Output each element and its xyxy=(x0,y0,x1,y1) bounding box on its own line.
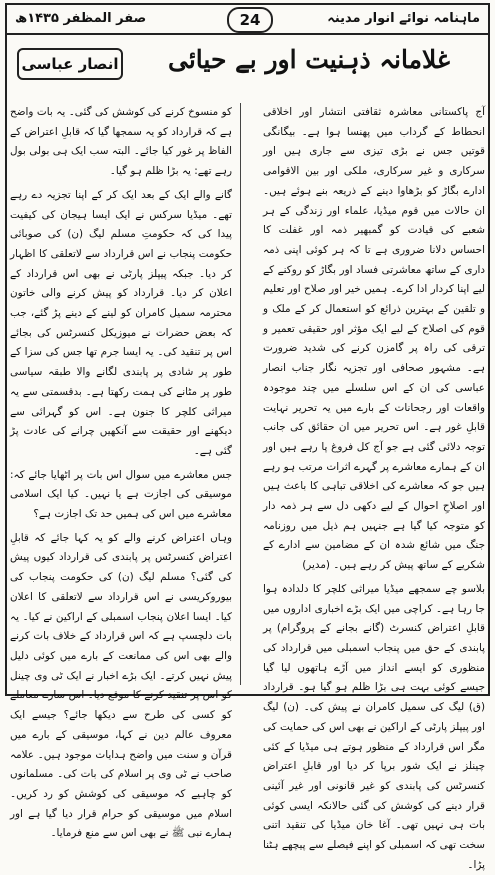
page-number: 24 xyxy=(227,7,273,33)
body-paragraph: جس معاشرے میں سوال اس بات پر اٹھایا جائے کہ: موسیقی کی اجازت ہے یا نہیں۔ کیا ایک اسلامی معاشرے میں اس کی ہمیں حد تک اجازت ہے؟ xyxy=(10,468,232,521)
intro-paragraph: آج پاکستانی معاشرہ ثقافتی انتشار اور اخلاقی انحطاط کے گرداب میں پھنسا ہوا ہے۔ بیگانگی قوتیں جس نے بڑی تیزی سے جاری ہیں اور سرکاری و غیر سرکاری، ملکی اور بین الاقوامی ادارے بگاڑ کو بڑھاوا دینے کے ذریعہ بنے ہوئے ہیں۔ ان حالات میں قوم میڈیا، علماء اور زندگی کے ہر شعبے کی قیادت کو گمبھیر ذمہ اور غفلت کا احساس دلانا ضروری ہے تا کہ ہر کوئی اپنی ذمہ داری کے ساتھ معاشرتی فساد اور بگاڑ کو روکنے کے لیے اپنا کردار ادا کرے۔ ہمیں خیر اور صلاح اور تعلیم و تلقین کے بہترین ذرائع کو استعمال کر کے ملک و قوم کی اصلاح کے لیے ایک مؤثر اور حقیقی تعمیر و ترقی کی راہ پر گامزن کرنے کی شدید ضرورت ہے۔ مشہور صحافی اور تجزیہ نگار جناب انصار عباسی کی ان کے اس سلسلے میں چند موجودہ واقعات اور رجحانات کے بارے میں یہ تحریر نہایت قابلِ غور ہے۔ اس تحریر میں ان حقائق کی جانب توجہ دلائی گئی ہے جو آج کل فروغ پا رہے ہیں اور ان کے ہمارے معاشرے پر گہرے اثرات مرتب ہو رہے ہیں جو کہ معاشرے کی اخلاقی تباہی کا باعث ہیں اور اصلاحِ احوال کے لیے دکھی دل سے ہر ذمہ دار کو متوجہ کیا گیا ہے جنہیں ہم ذیل میں روزنامہ جنگ میں شائع شدہ ان کے مضامین سے ادارے کے شکریے کے ساتھ پیش کر رہے ہیں۔ (مدیر) xyxy=(263,106,485,572)
body-paragraph: وہاں اعتراض کرنے والے کو یہ کہا جائے کہ قابلِ اعتراض کنسرٹس پر پابندی کی قرارداد کیوں پیش کی گئی؟ مسلم لیگ (ن) کی حکومت پنجاب کی بیوروکریسی نے اس قرارداد سے لاتعلقی کا اعلان کیا۔ ایسا اعلان پنجاب اسمبلی کے اراکین نے کیا۔ یہ بات دلچسپ ہے کہ اس قرارداد کے خلاف بات کرنے والے بھی اس کی ممانعت کے بارے میں کوئی دلیل پیش نہیں کرتے۔ ایک بڑے اخبار نے ایک ٹی وی چینل کو اس پر تنقید کرنے کا موقع دیا۔ اس سارے معاملے کو کسی کی طرح سے دیکھا جائے؟ جیسے ایک معروف عالم دین نے کہا، موسیقی کے بارے میں قرآن و سنت میں واضح ہدایات موجود ہیں۔ علامہ صاحب نے ٹی وی پر اسلام کی بات کی۔ مسلمانوں کو چاہیے کہ موسیقی کی کوشش کو رد کریں۔ اسلام میں موسیقی کو حرام قرار دیا گیا ہے اور ہمارے نبی ﷺ نے بھی اس سے منع فرمایا۔ xyxy=(10,531,232,840)
column-divider xyxy=(240,103,241,685)
magazine-name: ماہنامہ نوائے انوار مدینہ xyxy=(327,11,480,26)
right-column xyxy=(263,103,485,871)
left-column xyxy=(10,103,232,840)
page-header xyxy=(7,5,488,35)
body-paragraph: بلاسو چے سمجھے میڈیا میراثی کلچر کا دلدادہ ہوا جا رہا ہے۔ کراچی میں ایک بڑے اخباری اداروں میں قابلِ اعتراض کنسرٹ (گانے بجانے کے پروگرام) پر پابندی کے حق میں پنجاب اسمبلی میں قرارداد کی منظوری کو ایسے انداز میں آڑے ہاتھوں لیا گیا جیسے کوئی بہت ہی بڑا ظلم ہو گیا ہو۔ قرارداد (ق) لیگ کی سمیل کامران نے پیش کی۔ (ن) لیگ اور پیپلز پارٹی کے اراکین نے بھی اس کی حمایت کی مگر اس قرارداد کے منظور ہوتے ہی میڈیا کے کئی چینلز نے ایک شور برپا کر دیا اور قابلِ اعتراض کنسرٹس کی پابندی کو غیر قانونی اور غیر آئینی قرار دینے کی کوشش کی گئی حالانکہ ایسی کوئی بات ہی نہیں تھی۔ آغا خان میڈیا کی تنقید اتنی سخت تھی کہ اسمبلی کو اپنے فیصلے سے پیچھے ہٹنا پڑا۔ xyxy=(263,582,485,871)
author-name: انصار عباسی xyxy=(17,48,123,80)
article-title: غلامانہ ذہنیت اور بے حیائی xyxy=(168,45,450,74)
body-paragraph: کو منسوخ کرنے کی کوشش کی گئی۔ یہ بات واضح ہے کہ قرارداد کو یہ سمجھا گیا کہ قابلِ اعتراض کے الفاظ پر غور کیا جائے۔ البتہ سب ایک ہی بولی بول رہے تھے: یہ بڑا ظلم ہو گیا۔ xyxy=(10,106,232,178)
issue-date: صفر المظفر ۱۴۳۵ھ xyxy=(15,11,147,26)
body-paragraph: گانے والے ایک کے بعد ایک کر کے اپنا تجزیہ دے رہے تھے۔ میڈیا سرکس نے ایک ایسا ہیجان کی کیفیت پیدا کی کہ حکومتِ مسلم لیگ (ن) کی صوبائی حکومت پنجاب نے اس قرارداد سے لاتعلقی کا اظہار کر دیا۔ جبکہ پیپلز پارٹی نے بھی اس قرارداد کے اعلان کر دیا۔ قرارداد کو پیش کرنے والی خاتون محترمہ سمیل کامران کو لینے کے دینے پڑ گئے، جب کہ بعض حضرات نے میوزیکل کنسرٹس کی بجائے اس پر تنقید کی۔ یہ ایسا جرم تھا جس کی سزا کے طور پر شادی پر پابندی لگانے والا طبقہ سیاسی طور پر مٹانے کی ہمت رکھتا ہے۔ بدقسمتی سے یہ میراثی کلچر کا جنون ہے۔ اس کو گہرائی سے دیکھنے اور حقیقت سے آنکھیں چرانے کی عادت پڑ گئی ہے۔ xyxy=(10,188,232,457)
